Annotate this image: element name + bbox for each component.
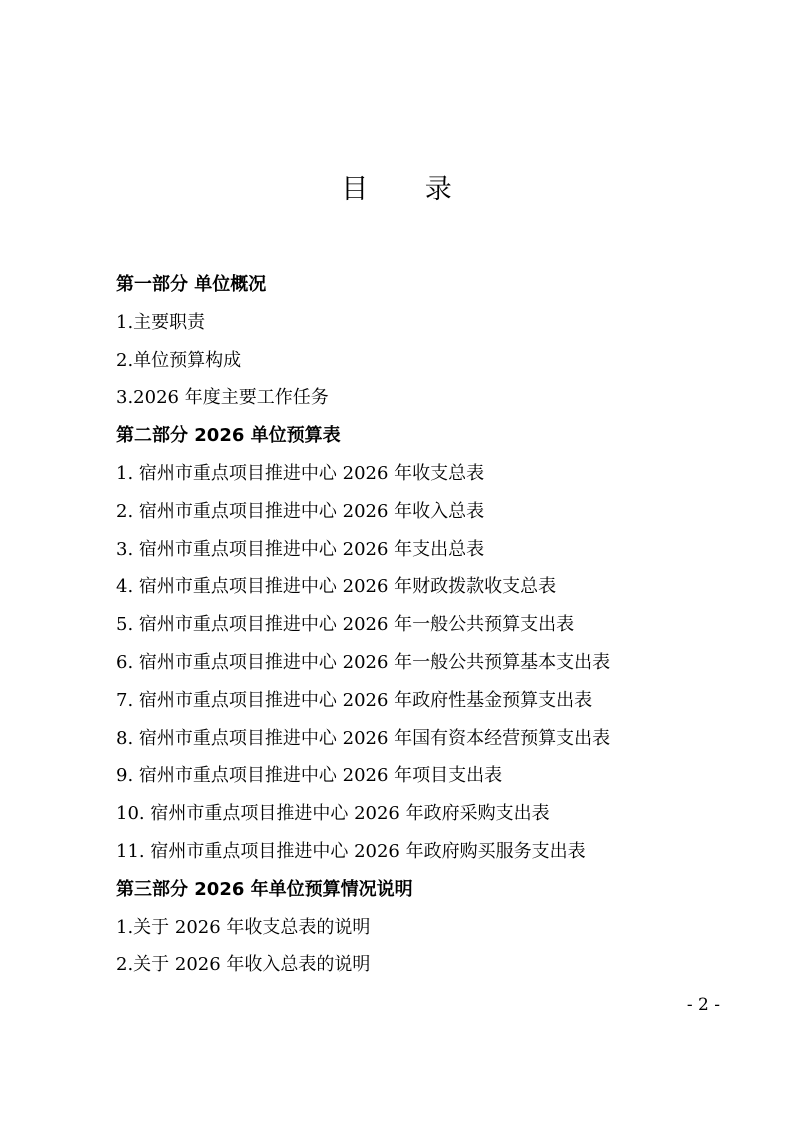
toc-item: 11. 宿州市重点项目推进中心 2026 年政府购买服务支出表 (116, 840, 586, 862)
toc-item: 1.关于 2026 年收支总表的说明 (116, 916, 371, 938)
toc-item: 9. 宿州市重点项目推进中心 2026 年项目支出表 (116, 765, 503, 787)
toc-item: 1. 宿州市重点项目推进中心 2026 年收支总表 (116, 462, 485, 484)
toc-section-heading: 第三部分 2026 年单位预算情况说明 (116, 878, 413, 900)
toc-item: 7. 宿州市重点项目推进中心 2026 年政府性基金预算支出表 (116, 689, 593, 711)
toc-section-heading: 第一部分 单位概况 (116, 274, 267, 295)
toc-item: 4. 宿州市重点项目推进中心 2026 年财政拨款收支总表 (116, 576, 557, 598)
page-number: - 2 - (686, 995, 720, 1015)
table-of-contents (116, 266, 736, 984)
toc-item: 5. 宿州市重点项目推进中心 2026 年一般公共预算支出表 (116, 614, 575, 636)
toc-item: 2.单位预算构成 (116, 349, 242, 371)
page-title: 目 录 (341, 174, 476, 205)
toc-item: 10. 宿州市重点项目推进中心 2026 年政府采购支出表 (116, 803, 550, 825)
toc-item: 2.关于 2026 年收入总表的说明 (116, 954, 371, 976)
toc-item: 3.2026 年度主要工作任务 (116, 387, 329, 409)
toc-item: 8. 宿州市重点项目推进中心 2026 年国有资本经营预算支出表 (116, 727, 611, 749)
toc-item: 1.主要职责 (116, 311, 206, 333)
toc-item: 2. 宿州市重点项目推进中心 2026 年收入总表 (116, 500, 485, 522)
toc-item: 6. 宿州市重点项目推进中心 2026 年一般公共预算基本支出表 (116, 651, 611, 673)
toc-section-heading: 第二部分 2026 单位预算表 (116, 425, 341, 447)
toc-item: 3. 宿州市重点项目推进中心 2026 年支出总表 (116, 538, 485, 560)
